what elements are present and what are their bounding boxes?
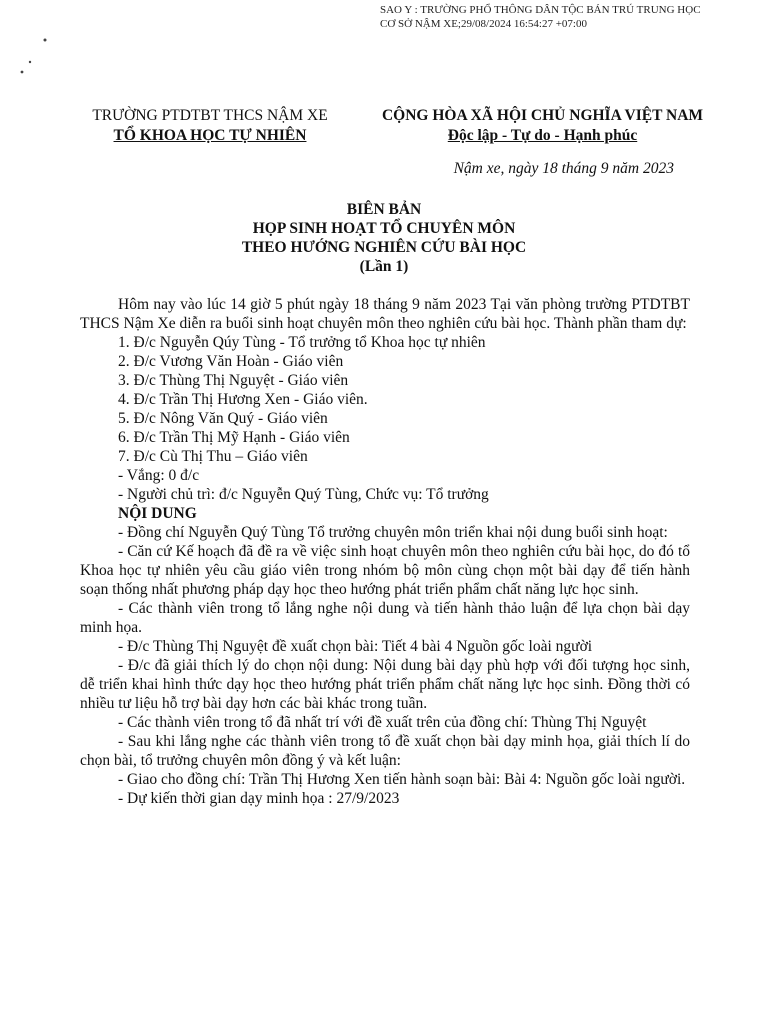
title-line-3: THEO HƯỚNG NGHIÊN CỨU BÀI HỌC bbox=[241, 239, 527, 256]
title-session: (Lần 1) bbox=[359, 258, 409, 275]
national-header bbox=[365, 106, 720, 146]
participant-item: 5. Đ/c Nông Văn Quý - Giáo viên bbox=[118, 410, 328, 427]
participant-item: 3. Đ/c Thùng Thị Nguyệt - Giáo viên bbox=[118, 372, 349, 389]
national-motto: Độc lập - Tự do - Hạnh phúc bbox=[447, 127, 638, 144]
content-paragraph: - Các thành viên trong tổ đã nhất trí với đề xuất trên của đồng chí: Thùng Thị Nguyệt bbox=[118, 714, 647, 731]
stamp-line-2: CƠ SỞ NẬM XE;29/08/2024 16:54:27 +07:00 bbox=[380, 18, 587, 30]
content-paragraph: - Đồng chí Nguyễn Quý Tùng Tổ trưởng chuyên môn triển khai nội dung buổi sinh hoạt: bbox=[118, 524, 668, 541]
participant-item: 1. Đ/c Nguyễn Qúy Tùng - Tổ trưởng tổ Khoa học tự nhiên bbox=[118, 334, 486, 351]
content-paragraph: - Dự kiến thời gian dạy minh họa : 27/9/2023 bbox=[118, 790, 400, 807]
content-paragraph: - Các thành viên trong tổ lắng nghe nội dung và tiến hành thảo luận để lựa chọn bài dạy minh họa. bbox=[80, 600, 690, 636]
content-paragraph: - Sau khi lắng nghe các thành viên trong tổ đề xuất chọn bài dạy minh họa, giải thích lí do chọn bài, tổ trưởng chuyên môn đồng ý và kết luận: bbox=[80, 733, 690, 769]
school-header bbox=[80, 106, 340, 146]
department-name: TỔ KHOA HỌC TỰ NHIÊN bbox=[113, 127, 307, 144]
document-body bbox=[80, 295, 690, 808]
stamp-line-1: SAO Y : TRƯỜNG PHỔ THÔNG DÂN TỘC BÁN TRÚ TRUNG HỌC bbox=[380, 4, 701, 16]
content-paragraph: - Đ/c đã giải thích lý do chọn nội dung: Nội dung bài dạy phù hợp với đối tượng học sinh, dễ triển khai hình thức dạy học theo hướng phát triển phẩm chất năng lực học sinh. Đồng thời có nhiều tư liệu hỗ trợ bài dạy hơn các bài khác trong tuần. bbox=[80, 657, 690, 712]
participant-item: 4. Đ/c Trần Thị Hương Xen - Giáo viên. bbox=[118, 391, 368, 408]
section-title: NỘI DUNG bbox=[118, 505, 197, 522]
scan-marks bbox=[0, 0, 60, 90]
absent-line: - Vắng: 0 đ/c bbox=[118, 467, 200, 484]
content-paragraph: - Căn cứ Kế hoạch đã đề ra về việc sinh hoạt chuyên môn theo nghiên cứu bài học, do đó tổ Khoa học tự nhiên yêu cầu giáo viên trong nhóm bộ môn cùng chọn một bài dạy để tiến hành soạn thống nhất phương pháp dạy học theo hướng phát triển phẩm chất năng lực học sinh. bbox=[80, 543, 690, 598]
content-paragraph: - Đ/c Thùng Thị Nguyệt đề xuất chọn bài: Tiết 4 bài 4 Nguồn gốc loài người bbox=[118, 638, 593, 655]
intro-paragraph: Hôm nay vào lúc 14 giờ 5 phút ngày 18 tháng 9 năm 2023 Tại văn phòng trường PTDTBT THCS Nậm Xe diễn ra buổi sinh hoạt chuyên môn theo nghiên cứu bài học. Thành phần tham dự: bbox=[80, 296, 690, 332]
document-date: Nậm xe, ngày 18 tháng 9 năm 2023 bbox=[453, 160, 674, 177]
chair-line: - Người chủ trì: đ/c Nguyễn Quý Tùng, Chức vụ: Tổ trưởng bbox=[118, 486, 489, 503]
digital-copy-stamp bbox=[380, 3, 764, 31]
participant-item: 6. Đ/c Trần Thị Mỹ Hạnh - Giáo viên bbox=[118, 429, 350, 446]
content-paragraph: - Giao cho đồng chí: Trần Thị Hương Xen tiến hành soạn bài: Bài 4: Nguồn gốc loài người. bbox=[118, 771, 686, 788]
participant-item: 7. Đ/c Cù Thị Thu – Giáo viên bbox=[118, 448, 308, 465]
title-line-2: HỌP SINH HOẠT TỔ CHUYÊN MÔN bbox=[252, 220, 516, 237]
document-title-block bbox=[80, 200, 688, 276]
participant-item: 2. Đ/c Vương Văn Hoàn - Giáo viên bbox=[118, 353, 344, 370]
title-bien-ban: BIÊN BẢN bbox=[346, 201, 422, 218]
school-name: TRƯỜNG PTDTBT THCS NẬM XE bbox=[92, 107, 328, 124]
country-name: CỘNG HÒA XÃ HỘI CHỦ NGHĨA VIỆT NAM bbox=[381, 107, 704, 124]
